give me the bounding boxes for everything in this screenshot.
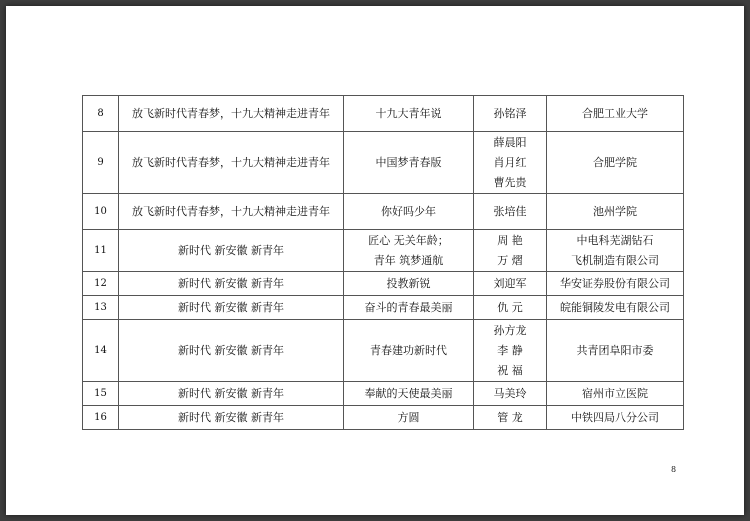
awards-table: [82, 95, 684, 430]
theme-cell: 新时代 新安徽 新青年: [119, 406, 344, 430]
title-cell: 匠心 无关年龄； 青年 筑梦通航: [344, 230, 474, 272]
table-row: [83, 406, 684, 430]
theme-cell: 放飞新时代青春梦，十九大精神走进青年: [119, 96, 344, 132]
author-cell: 薛晨阳 肖月红 曹先贵: [474, 132, 547, 194]
theme-cell: 新时代 新安徽 新青年: [119, 272, 344, 296]
title-cell: 奉献的天使最美丽: [344, 382, 474, 406]
title-cell: 奋斗的青春最美丽: [344, 296, 474, 320]
row-number: 13: [83, 296, 119, 320]
page-number: 8: [671, 465, 677, 474]
theme-cell: 新时代 新安徽 新青年: [119, 296, 344, 320]
table-row: [83, 194, 684, 230]
table-row: [83, 382, 684, 406]
author-cell: 刘迎军: [474, 272, 547, 296]
unit-cell: 合肥学院: [547, 132, 684, 194]
theme-cell: 放飞新时代青春梦，十九大精神走进青年: [119, 194, 344, 230]
author-cell: 孙铭泽: [474, 96, 547, 132]
table-row: [83, 132, 684, 194]
unit-cell: 合肥工业大学: [547, 96, 684, 132]
unit-cell: 中电科芜湖钻石 飞机制造有限公司: [547, 230, 684, 272]
unit-cell: 皖能铜陵发电有限公司: [547, 296, 684, 320]
table-row: [83, 96, 684, 132]
title-cell: 方圆: [344, 406, 474, 430]
unit-cell: 宿州市立医院: [547, 382, 684, 406]
author-cell: 管 龙: [474, 406, 547, 430]
row-number: 16: [83, 406, 119, 430]
table-row: [83, 296, 684, 320]
row-number: 14: [83, 320, 119, 382]
author-cell: 张培佳: [474, 194, 547, 230]
author-cell: 周 艳 万 熠: [474, 230, 547, 272]
row-number: 11: [83, 230, 119, 272]
table-body: [83, 96, 684, 430]
row-number: 15: [83, 382, 119, 406]
title-cell: 你好吗少年: [344, 194, 474, 230]
table-row: [83, 230, 684, 272]
row-number: 10: [83, 194, 119, 230]
unit-cell: 中铁四局八分公司: [547, 406, 684, 430]
title-cell: 投教新锐: [344, 272, 474, 296]
table-row: [83, 320, 684, 382]
row-number: 12: [83, 272, 119, 296]
author-cell: 马美玲: [474, 382, 547, 406]
unit-cell: 池州学院: [547, 194, 684, 230]
theme-cell: 新时代 新安徽 新青年: [119, 382, 344, 406]
unit-cell: 共青团阜阳市委: [547, 320, 684, 382]
row-number: 8: [83, 96, 119, 132]
theme-cell: 新时代 新安徽 新青年: [119, 320, 344, 382]
unit-cell: 华安证券股份有限公司: [547, 272, 684, 296]
title-cell: 中国梦青春版: [344, 132, 474, 194]
title-cell: 青春建功新时代: [344, 320, 474, 382]
theme-cell: 新时代 新安徽 新青年: [119, 230, 344, 272]
row-number: 9: [83, 132, 119, 194]
title-cell: 十九大青年说: [344, 96, 474, 132]
author-cell: 仇 元: [474, 296, 547, 320]
author-cell: 孙方龙 李 静 祝 福: [474, 320, 547, 382]
document-page: [6, 6, 744, 515]
theme-cell: 放飞新时代青春梦，十九大精神走进青年: [119, 132, 344, 194]
table-row: [83, 272, 684, 296]
